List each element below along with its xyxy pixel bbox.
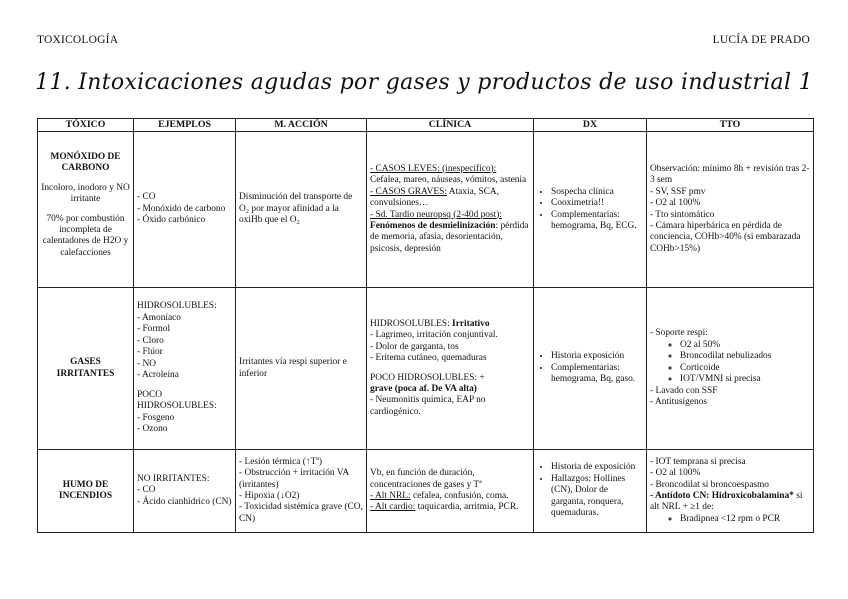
list-item: ◦ Corticoide [680, 363, 810, 374]
list-item: - Cámara hiperbárica en pérdida de conciencia, COHb>40% (si embarazada COHb>15%) [650, 220, 801, 254]
cell-accion [236, 450, 367, 533]
clinic-text-nrl: cefalea, confusión, coma. [410, 491, 509, 501]
table-row [38, 132, 814, 288]
cell-toxico [38, 132, 134, 288]
list-item: ◦ O2 al 50% [680, 340, 810, 351]
column-header-accion: M. ACCIÓN [236, 119, 367, 132]
clinic-text-tardio: : pérdida de memoria, afasia, desorientación, psicosis, depresión [370, 220, 529, 254]
toxico-cause: 70% por combustión incompleta de calentadores de H2O y calefacciones [42, 213, 129, 258]
tto-observation: Observación: mínimo 8h + revisión tras 2-3 sem [650, 163, 810, 186]
tto-antidoto-drug: Hidroxicobalamina* [711, 491, 794, 501]
table-header-row [38, 119, 814, 132]
mechanism-text: Disminución del transporte de O₂ por mayor afinidad a la oxiHb que el O₂ [239, 192, 353, 226]
clinic-nrl [370, 491, 530, 502]
header-author: LUCÍA DE PRADO [712, 34, 810, 46]
table-row [38, 288, 814, 450]
toxico-name: HUMO DE INCENDIOS [58, 479, 113, 501]
list-item: - Lesión térmica (↑Tª) [239, 456, 323, 467]
list-item: - Eritema cutáneo, quemaduras [370, 353, 487, 364]
clinic-text-cardio: taquicardia, arritmia, PCR. [415, 502, 519, 513]
cell-tto [647, 450, 814, 533]
cell-clinica [367, 450, 534, 533]
toxico-description: Incoloro, inodoro y NO irritante [41, 182, 130, 205]
toxico-name: GASES IRRITANTES [56, 357, 115, 379]
example-item: - Ácido cianhídrico (CN) [137, 496, 232, 507]
clinic-label-tardio: - Sd. Tardío neuropsq (2-40d post): [370, 209, 502, 220]
list-item: - Broncodilat si broncoespasmo [650, 479, 769, 490]
clinic-label-leves: - CASOS LEVES: (inespecífico): [370, 163, 497, 174]
clinic-bold-poco: grave (poca af. De VA alta) [370, 383, 477, 394]
tto-antidoto [650, 491, 810, 514]
list-item: - Tto sintomático [650, 209, 715, 220]
example-item: - Amoníaco [137, 312, 181, 323]
cell-accion [236, 288, 367, 450]
clinic-tardio [370, 221, 530, 255]
cell-accion [236, 132, 367, 288]
list-item: - IOT temprana si precisa [650, 456, 746, 467]
dx-list [537, 462, 643, 519]
page-title: 11. Intoxicaciones agudas por gases y productos de uso industrial 1 [35, 70, 813, 95]
list-item: - Neumonitis química, EAP no cardiogénico. [370, 395, 486, 417]
cell-dx [534, 132, 647, 288]
list-item: - Lagrimeo, irritación conjuntival. [370, 330, 498, 341]
clinic-cardio [370, 502, 530, 513]
example-group-label: NO IRRITANTES: [137, 473, 210, 484]
table-row [38, 450, 814, 533]
spacer [137, 382, 232, 390]
list-item: • Complementarias: hemograma, Bq, gaso. [551, 363, 643, 386]
list-item: - SV, SSF pmv [650, 186, 706, 197]
clinic-label-poco: POCO HIDROSOLUBLES: + [370, 372, 485, 383]
example-item: - Óxido carbónico [137, 215, 206, 226]
dx-list [537, 187, 643, 233]
column-header-clinica: CLÍNICA [367, 119, 534, 132]
example-item: - Fosgeno [137, 412, 175, 423]
mechanism-text: Irritantes vía respi superior e inferior [239, 357, 347, 379]
clinic-bold-hidro: Irritativo [452, 318, 490, 329]
list-item: - Dolor de garganta, tos [370, 341, 459, 352]
list-item: - O2 al 100% [650, 468, 701, 479]
list-item: ◦ IOT/VMNI si precisa [680, 374, 810, 385]
cell-dx [534, 288, 647, 450]
list-item: - Toxicidad sistémica grave (CO, CN) [239, 502, 363, 524]
cell-toxico [38, 450, 134, 533]
example-item: - Acroleína [137, 370, 179, 381]
tto-antidoto-text: si alt NRL + ≥1 de: [650, 491, 803, 513]
header-subject: TOXICOLOGÍA [37, 34, 119, 46]
clinic-bold-tardio: Fenómenos de desmielinización [370, 220, 496, 231]
example-item: - Flúor [137, 347, 163, 358]
list-item: • Cooximetría!! [551, 198, 643, 209]
example-item: - Ozono [137, 424, 168, 435]
example-group-label: POCO HIDROSOLUBLES: [137, 389, 217, 412]
list-item: • Complementarias: hemograma, Bq, ECG. [551, 210, 643, 233]
clinic-label-cardio: - Alt cardio: [370, 502, 416, 513]
cell-ejemplos [134, 132, 236, 288]
example-item: - Cloro [137, 335, 164, 346]
clinic-text-graves: Ataxia, SCA, convulsiones… [370, 186, 500, 209]
clinic-intro: Vb, en función de duración, concentraciones de gases y Tª [370, 468, 482, 490]
cell-ejemplos [134, 288, 236, 450]
example-item: - Monóxido de carbono [137, 203, 226, 214]
tto-soporte-label: - Soporte respi: [650, 328, 708, 339]
cell-clinica [367, 288, 534, 450]
cell-dx [534, 450, 647, 533]
list-item: - O2 al 100% [650, 198, 701, 209]
list-item: - Hipoxia (↓O2) [239, 491, 300, 501]
list-item: ◦ Bradipnea <12 rpm o PCR [680, 514, 810, 525]
list-item: - Obstrucción + irritación VA (irritantes) [239, 468, 349, 490]
tto-sublist [650, 340, 810, 386]
cell-ejemplos [134, 450, 236, 533]
dx-list [537, 351, 643, 385]
cell-tto [647, 288, 814, 450]
example-item: - Formol [137, 324, 171, 335]
list-item: ◦ Broncodilat nebulizados [680, 351, 810, 362]
cell-tto [647, 132, 814, 288]
clinic-text-leves: Cefalea, mareo, náuseas, vómitos, astenia [370, 175, 527, 186]
list-item: • Historia exposición [551, 351, 643, 362]
clinic-label-hidro: HIDROSOLUBLES: [370, 318, 453, 329]
tto-antidoto-label: - Antídoto CN: [650, 491, 710, 501]
example-item: - CO [137, 192, 156, 203]
clinic-hidro-heading [370, 319, 530, 330]
example-group-label: HIDROSOLUBLES: [137, 301, 217, 312]
toxico-name: MONÓXIDO DE CARBONO [50, 151, 121, 174]
list-item: - Antitusígenos [650, 397, 708, 408]
list-item: • Historia de exposición [551, 462, 643, 473]
clinic-graves [370, 187, 530, 210]
spacer [370, 365, 530, 373]
example-item: - NO [137, 358, 157, 369]
cell-toxico [38, 288, 134, 450]
column-header-dx: DX [534, 119, 647, 132]
column-header-ejemplos: EJEMPLOS [134, 119, 236, 132]
toxicology-table [37, 118, 814, 533]
cell-clinica [367, 132, 534, 288]
column-header-tto: TTO [647, 119, 814, 132]
clinic-label-nrl: - Alt NRL: [370, 491, 411, 501]
clinic-label-graves: - CASOS GRAVES: [370, 186, 447, 197]
example-item: - CO [137, 485, 156, 496]
tto-sublist [650, 514, 810, 525]
list-item: • Sospecha clínica [551, 187, 643, 198]
column-header-toxico: TÓXICO [38, 119, 134, 132]
list-item: - Lavado con SSF [650, 385, 718, 396]
list-item: • Hallazgos: Hollines (CN), Dolor de garganta, ronquera, quemaduras. [551, 474, 643, 520]
